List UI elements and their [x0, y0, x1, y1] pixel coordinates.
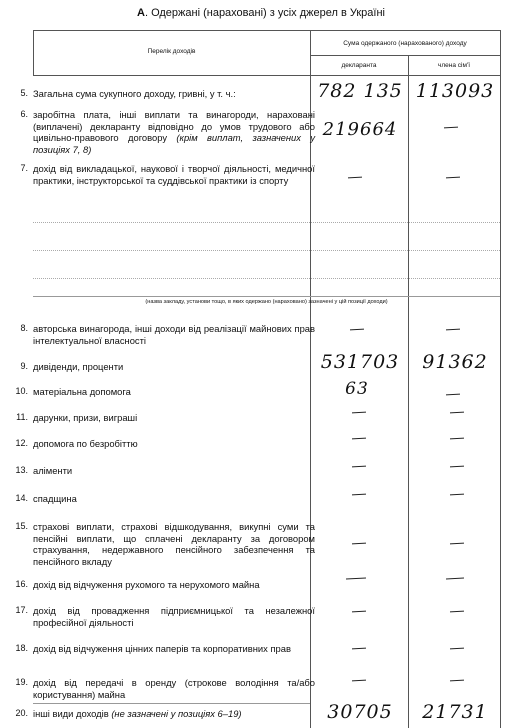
row-18-family-dash: [450, 648, 464, 650]
row-15-declarant-dash: [352, 543, 366, 545]
row-5-declarant-value: 782 135: [317, 80, 403, 102]
row-10-label: матеріальна допомога: [33, 386, 131, 397]
row-11-declarant-dash: [352, 412, 366, 414]
row-9-family-value: 91362: [422, 351, 488, 373]
institution-note: (назва закладу, установи тощо, в яких одержано (нараховано) зазначені у цій позиції доходи): [145, 299, 388, 305]
row-17-label: дохід від провадження підприємницької та незалежної професійної діяльності: [33, 605, 315, 628]
header-family-label: члена сім'ї: [437, 62, 470, 69]
dotted-line-1: [33, 222, 500, 223]
section-letter: А: [137, 7, 145, 19]
row-20-declarant-value: 30705: [327, 701, 393, 723]
row-8-family-dash: [446, 329, 460, 331]
dotted-line-3: [33, 278, 500, 279]
row-5-number: 5.: [20, 88, 28, 98]
row-19-declarant-dash: [352, 680, 366, 682]
row-10-number: 10.: [15, 386, 28, 396]
row-11-number: 11.: [16, 412, 28, 422]
row-11-family-dash: [450, 412, 464, 414]
row-9-label: дивіденди, проценти: [33, 361, 124, 372]
row-16-family-dash: [446, 578, 464, 580]
row-8-label: авторська винагорода, інші доходи від реалізації майнових прав інтелектуальної власності: [33, 323, 315, 346]
header-top-border: [33, 30, 500, 31]
row-18-label: дохід від відчуження цінних паперів та корпоративних прав: [33, 643, 291, 654]
row-6-declarant-value: 219664: [322, 119, 398, 140]
row-15-number: 15.: [15, 521, 28, 531]
row-13-label: аліменти: [33, 465, 73, 476]
row-14-family-dash: [450, 494, 464, 496]
row-14-declarant-dash: [352, 494, 366, 496]
row-17-family-dash: [450, 611, 464, 613]
row-19-number: 19.: [15, 677, 28, 687]
section-title-text: . Одержані (нараховані) з усіх джерел в Україні: [144, 7, 385, 19]
note-underline: [33, 296, 500, 297]
row-16-label: дохід від відчуження рухомого та нерухомого майна: [33, 579, 260, 590]
row-7-label: дохід від викладацької, наукової і творчої діяльності, медичної практики, інструкторської та суддівської практики із спорту: [33, 163, 315, 186]
row-12-family-dash: [450, 438, 464, 440]
row-20-number: 20.: [15, 708, 28, 718]
row-5-family-value: 113093: [415, 80, 495, 102]
row-16-number: 16.: [15, 579, 28, 589]
row-11-label: дарунки, призи, виграші: [33, 412, 138, 423]
row-7-number: 7.: [20, 163, 28, 173]
header-sum-label: Сума одержаного (нарахованого) доходу: [343, 40, 467, 47]
row-7-declarant-dash: [348, 177, 362, 179]
row-19-label: дохід від передачі в оренду (строкове володіння та/або користування) майна: [33, 677, 315, 700]
row-8-number: 8.: [20, 323, 28, 333]
row-7-family-dash: [446, 177, 460, 179]
row-20-top-line: [33, 703, 310, 704]
row-12-number: 12.: [15, 438, 28, 448]
row-18-number: 18.: [15, 643, 28, 653]
row-13-family-dash: [450, 466, 464, 468]
row-19-family-dash: [450, 680, 464, 682]
section-title: [0, 7, 522, 19]
row-6-family-dash: [444, 127, 458, 129]
row-8-declarant-dash: [350, 329, 364, 331]
row-12-label: допомога по безробіттю: [33, 438, 138, 449]
table-right-border: [500, 30, 501, 728]
row-12-declarant-dash: [352, 438, 366, 440]
column-divider-2: [408, 55, 409, 728]
row-17-number: 17.: [15, 605, 28, 615]
header-mid-border: [310, 55, 500, 56]
row-20-family-value: 21731: [422, 701, 488, 723]
row-9-declarant-value: 531703: [320, 351, 400, 373]
row-10-family-dash: [446, 394, 460, 396]
row-16-declarant-dash: [346, 577, 366, 579]
row-6-label: заробітна плата, інші виплати та винагороди, нараховані (виплачені) декларанту відповідно до умов трудового або цивільно-правового договору (крім виплат, зазначених у позиціях 7, 8): [33, 109, 316, 155]
header-declarant-label: декларанта: [341, 62, 377, 69]
row-17-declarant-dash: [352, 611, 366, 613]
row-13-number: 13.: [15, 465, 28, 475]
row-15-family-dash: [450, 543, 464, 545]
row-10-declarant-value: 63: [345, 379, 369, 399]
row-14-number: 14.: [15, 493, 28, 503]
header-bottom-border: [33, 75, 500, 76]
dotted-line-2: [33, 250, 500, 251]
row-20-label: інші види доходів (не зазначені у позиціях 6–19): [33, 708, 242, 719]
row-15-label: страхові виплати, страхові відшкодування, викупні суми та пенсійні виплати, що сплачені декларанту за договором страхування, недержавного пенсійного забезпечення та пенсійного вкладу: [33, 521, 315, 567]
header-list-label: Перелік доходів: [147, 48, 196, 55]
row-13-declarant-dash: [352, 466, 366, 468]
row-9-number: 9.: [20, 361, 28, 371]
row-6-number: 6.: [20, 109, 28, 119]
row-14-label: спадщина: [33, 493, 77, 504]
row-18-declarant-dash: [352, 648, 366, 650]
row-5-label: Загальна сума сукупного доходу, гривні, у т. ч.:: [33, 88, 236, 99]
